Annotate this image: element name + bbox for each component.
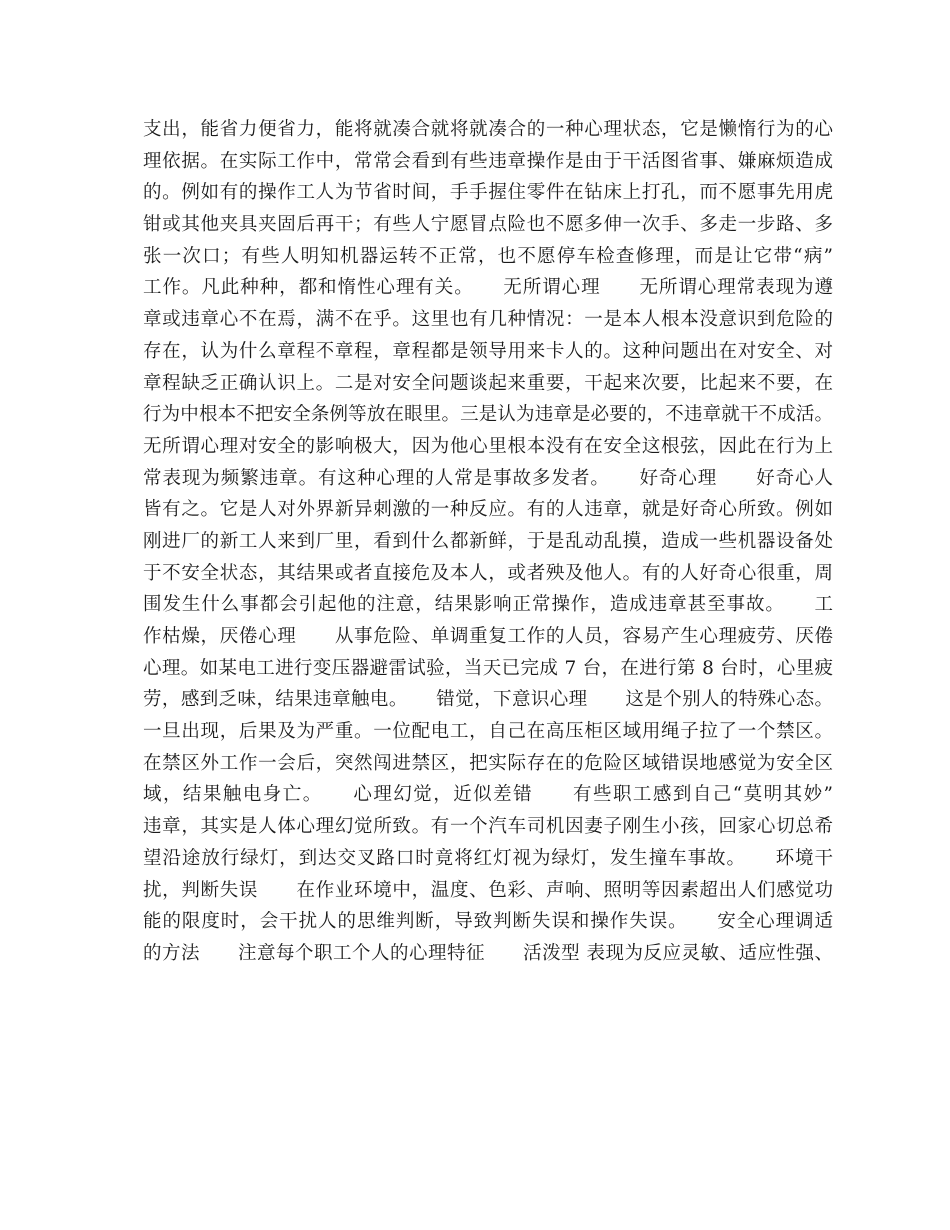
- text-line: 心理。如某电工进行变压器避雷试验，当天已完成 7 台，在进行第 8 台时，心里疲: [143, 657, 833, 679]
- text-line: 扰，判断失误 在作业环境中，温度、色彩、声响、照明等因素超出人们感觉功: [143, 879, 833, 901]
- text-line: 在禁区外工作一会后，突然闯进禁区，把实际存在的危险区域错误地感觉为安全区: [143, 752, 833, 774]
- text-line: 域，结果触电身亡。 心理幻觉，近似差错 有些职工感到自己“莫明其妙”: [143, 784, 833, 806]
- text-line: 皆有之。它是人对外界新异刺激的一种反应。有的人违章，就是好奇心所致。例如: [143, 499, 833, 521]
- text-line: 刚进厂的新工人来到厂里，看到什么都新鲜，于是乱动乱摸，造成一些机器设备处: [143, 530, 833, 552]
- text-line: 钳或其他夹具夹固后再干；有些人宁愿冒点险也不愿多伸一次手、多走一步路、多: [143, 214, 833, 236]
- text-line: 支出，能省力便省力，能将就凑合就将就凑合的一种心理状态，它是懒惰行为的心: [143, 119, 833, 140]
- text-line: 章或违章心不在焉，满不在乎。这里也有几种情况：一是本人根本没意识到危险的: [143, 309, 833, 331]
- text-line: 存在，认为什么章程不章程，章程都是领导用来卡人的。这种问题出在对安全、对: [143, 340, 833, 362]
- text-line: 望沿途放行绿灯，到达交叉路口时竟将红灯视为绿灯，发生撞车事故。 环境干: [143, 847, 833, 869]
- text-line: 能的限度时，会干扰人的思维判断，导致判断失误和操作失误。 安全心理调适: [143, 911, 833, 933]
- text-line: 理依据。在实际工作中，常常会看到有些违章操作是由于干活图省事、嫌麻烦造成: [143, 150, 833, 172]
- text-line: 的。例如有的操作工人为节省时间，手手握住零件在钻床上打孔，而不愿事先用虎: [143, 182, 833, 204]
- body-text: [143, 114, 833, 970]
- text-line: 劳，感到乏味，结果违章触电。 错觉，下意识心理 这是个别人的特殊心态。: [143, 689, 833, 711]
- text-line: 张一次口；有些人明知机器运转不正常，也不愿停车检查修理，而是让它带“病”: [143, 245, 833, 267]
- text-line: 违章，其实是人体心理幻觉所致。有一个汽车司机因妻子刚生小孩，回家心切总希: [143, 816, 833, 838]
- text-line: 无所谓心理对安全的影响极大，因为他心里根本没有在安全这根弦，因此在行为上: [143, 435, 833, 457]
- text-line: 作枯燥，厌倦心理 从事危险、单调重复工作的人员，容易产生心理疲劳、厌倦: [143, 626, 833, 647]
- text-line: 于不安全状态，其结果或者直接危及本人，或者殃及他人。有的人好奇心很重，周: [143, 562, 833, 584]
- text-line: 工作。凡此种种，都和惰性心理有关。 无所谓心理 无所谓心理常表现为遵: [143, 277, 833, 299]
- text-line: 的方法 注意每个职工个人的心理特征 活泼型 表现为反应灵敏、适应性强、: [143, 942, 833, 964]
- text-line: 围发生什么事都会引起他的注意，结果影响正常操作，造成违章甚至事故。 工: [143, 594, 833, 616]
- text-line: 常表现为频繁违章。有这种心理的人常是事故多发者。 好奇心理 好奇心人: [143, 467, 833, 489]
- text-line: 行为中根本不把安全条例等放在眼里。三是认为违章是必要的，不违章就干不成活。: [143, 404, 833, 426]
- text-line: 一旦出现，后果及为严重。一位配电工，自己在高压柜区域用绳子拉了一个禁区。: [143, 721, 833, 743]
- text-line: 章程缺乏正确认识上。二是对安全问题谈起来重要，干起来次要，比起来不要，在: [143, 372, 833, 394]
